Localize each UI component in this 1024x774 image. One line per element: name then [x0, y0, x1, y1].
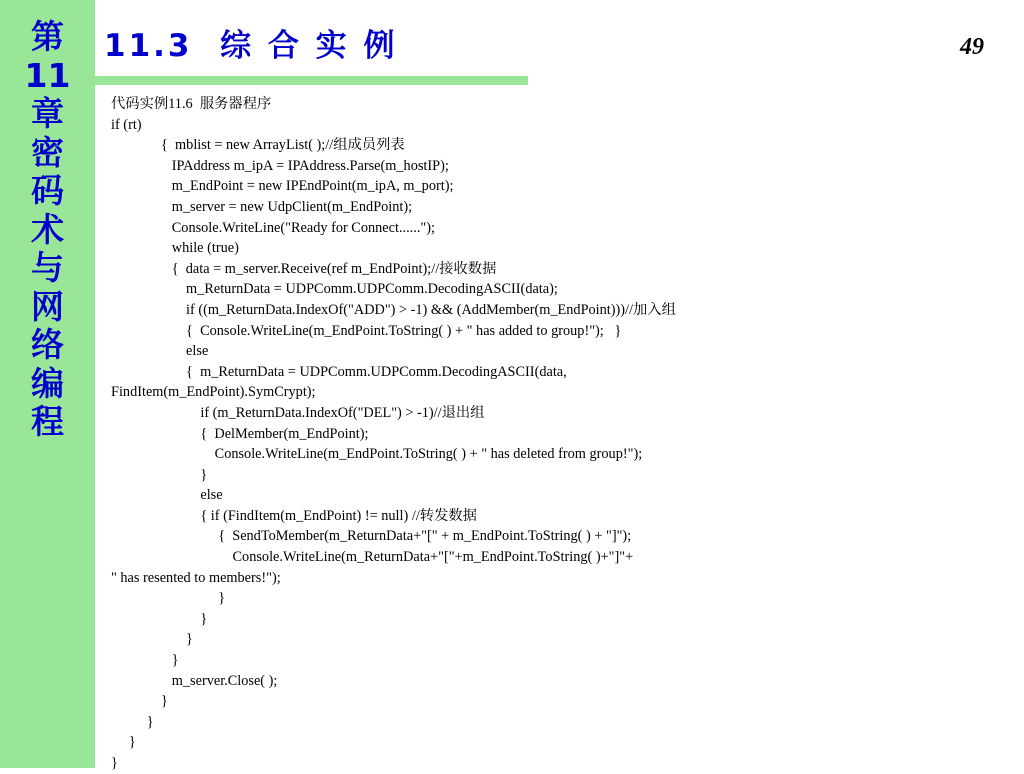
code-line: Console.WriteLine("Ready for Connect......");: [111, 219, 435, 236]
chapter-char: 络: [31, 325, 64, 364]
code-line: { SendToMember(m_ReturnData+"[" + m_EndPoint.ToString( ) + "]");: [111, 528, 632, 545]
code-line: m_ReturnData = UDPComm.UDPComm.DecodingASCII(data);: [111, 281, 558, 298]
code-line: { DelMember(m_EndPoint);: [111, 425, 369, 442]
code-line: { m_ReturnData = UDPComm.UDPComm.DecodingASCII(data,: [111, 363, 567, 380]
code-line: }: [111, 755, 118, 771]
code-line: if (m_ReturnData.IndexOf("DEL") > -1)//退出组: [111, 404, 485, 421]
code-line: }: [111, 734, 136, 751]
code-line: m_server = new UdpClient(m_EndPoint);: [111, 198, 413, 215]
chapter-char: 术: [31, 209, 64, 249]
chapter-char: 与: [31, 248, 64, 287]
chapter-sidebar: [0, 0, 95, 768]
code-line: }: [111, 631, 193, 648]
code-line: else: [111, 343, 209, 360]
chapter-char: 第: [31, 17, 64, 56]
title-underline: [95, 76, 528, 85]
code-line: if ((m_ReturnData.IndexOf("ADD") > -1) && (AddMember(m_EndPoint)))//加入组: [111, 301, 676, 318]
slide-title: 11.3 综 合 实 例: [104, 28, 398, 64]
chapter-char: 程: [31, 402, 64, 441]
page-number: 49: [960, 34, 984, 60]
code-listing: [111, 94, 991, 774]
code-line: }: [111, 610, 208, 627]
code-line: 代码实例11.6 服务器程序: [111, 96, 272, 112]
code-line: }: [111, 652, 179, 669]
chapter-char: 编: [31, 363, 64, 403]
code-line: { if (FindItem(m_EndPoint) != null) //转发数据: [111, 507, 477, 524]
chapter-char: 网: [31, 286, 64, 326]
chapter-char: 11: [24, 55, 71, 95]
code-line: if (rt): [111, 116, 142, 133]
chapter-char: 码: [31, 171, 64, 210]
chapter-char: 章: [31, 94, 64, 133]
code-line: Console.WriteLine(m_EndPoint.ToString( ) + " has deleted from group!");: [111, 446, 643, 463]
code-line: m_server.Close( );: [111, 672, 278, 689]
code-line: Console.WriteLine(m_ReturnData+"["+m_EndPoint.ToString( )+"]"+: [111, 549, 634, 566]
code-line: }: [111, 693, 168, 710]
code-line: m_EndPoint = new IPEndPoint(m_ipA, m_port);: [111, 178, 454, 195]
code-line: }: [111, 590, 226, 607]
chapter-title: [0, 18, 95, 442]
code-line: { Console.WriteLine(m_EndPoint.ToString( ) + " has added to group!"); }: [111, 322, 622, 339]
code-line: { data = m_server.Receive(ref m_EndPoint);//接收数据: [111, 260, 497, 277]
code-line: }: [111, 466, 208, 483]
code-line: IPAddress m_ipA = IPAddress.Parse(m_hostIP);: [111, 157, 449, 174]
code-line: }: [111, 713, 154, 730]
code-line: " has resented to members!");: [111, 569, 281, 586]
code-line: while (true): [111, 240, 239, 257]
code-line: { mblist = new ArrayList( );//组成员列表: [111, 137, 405, 154]
code-line: FindItem(m_EndPoint).SymCrypt);: [111, 384, 316, 401]
chapter-char: 密: [31, 132, 64, 172]
code-line: else: [111, 487, 223, 504]
